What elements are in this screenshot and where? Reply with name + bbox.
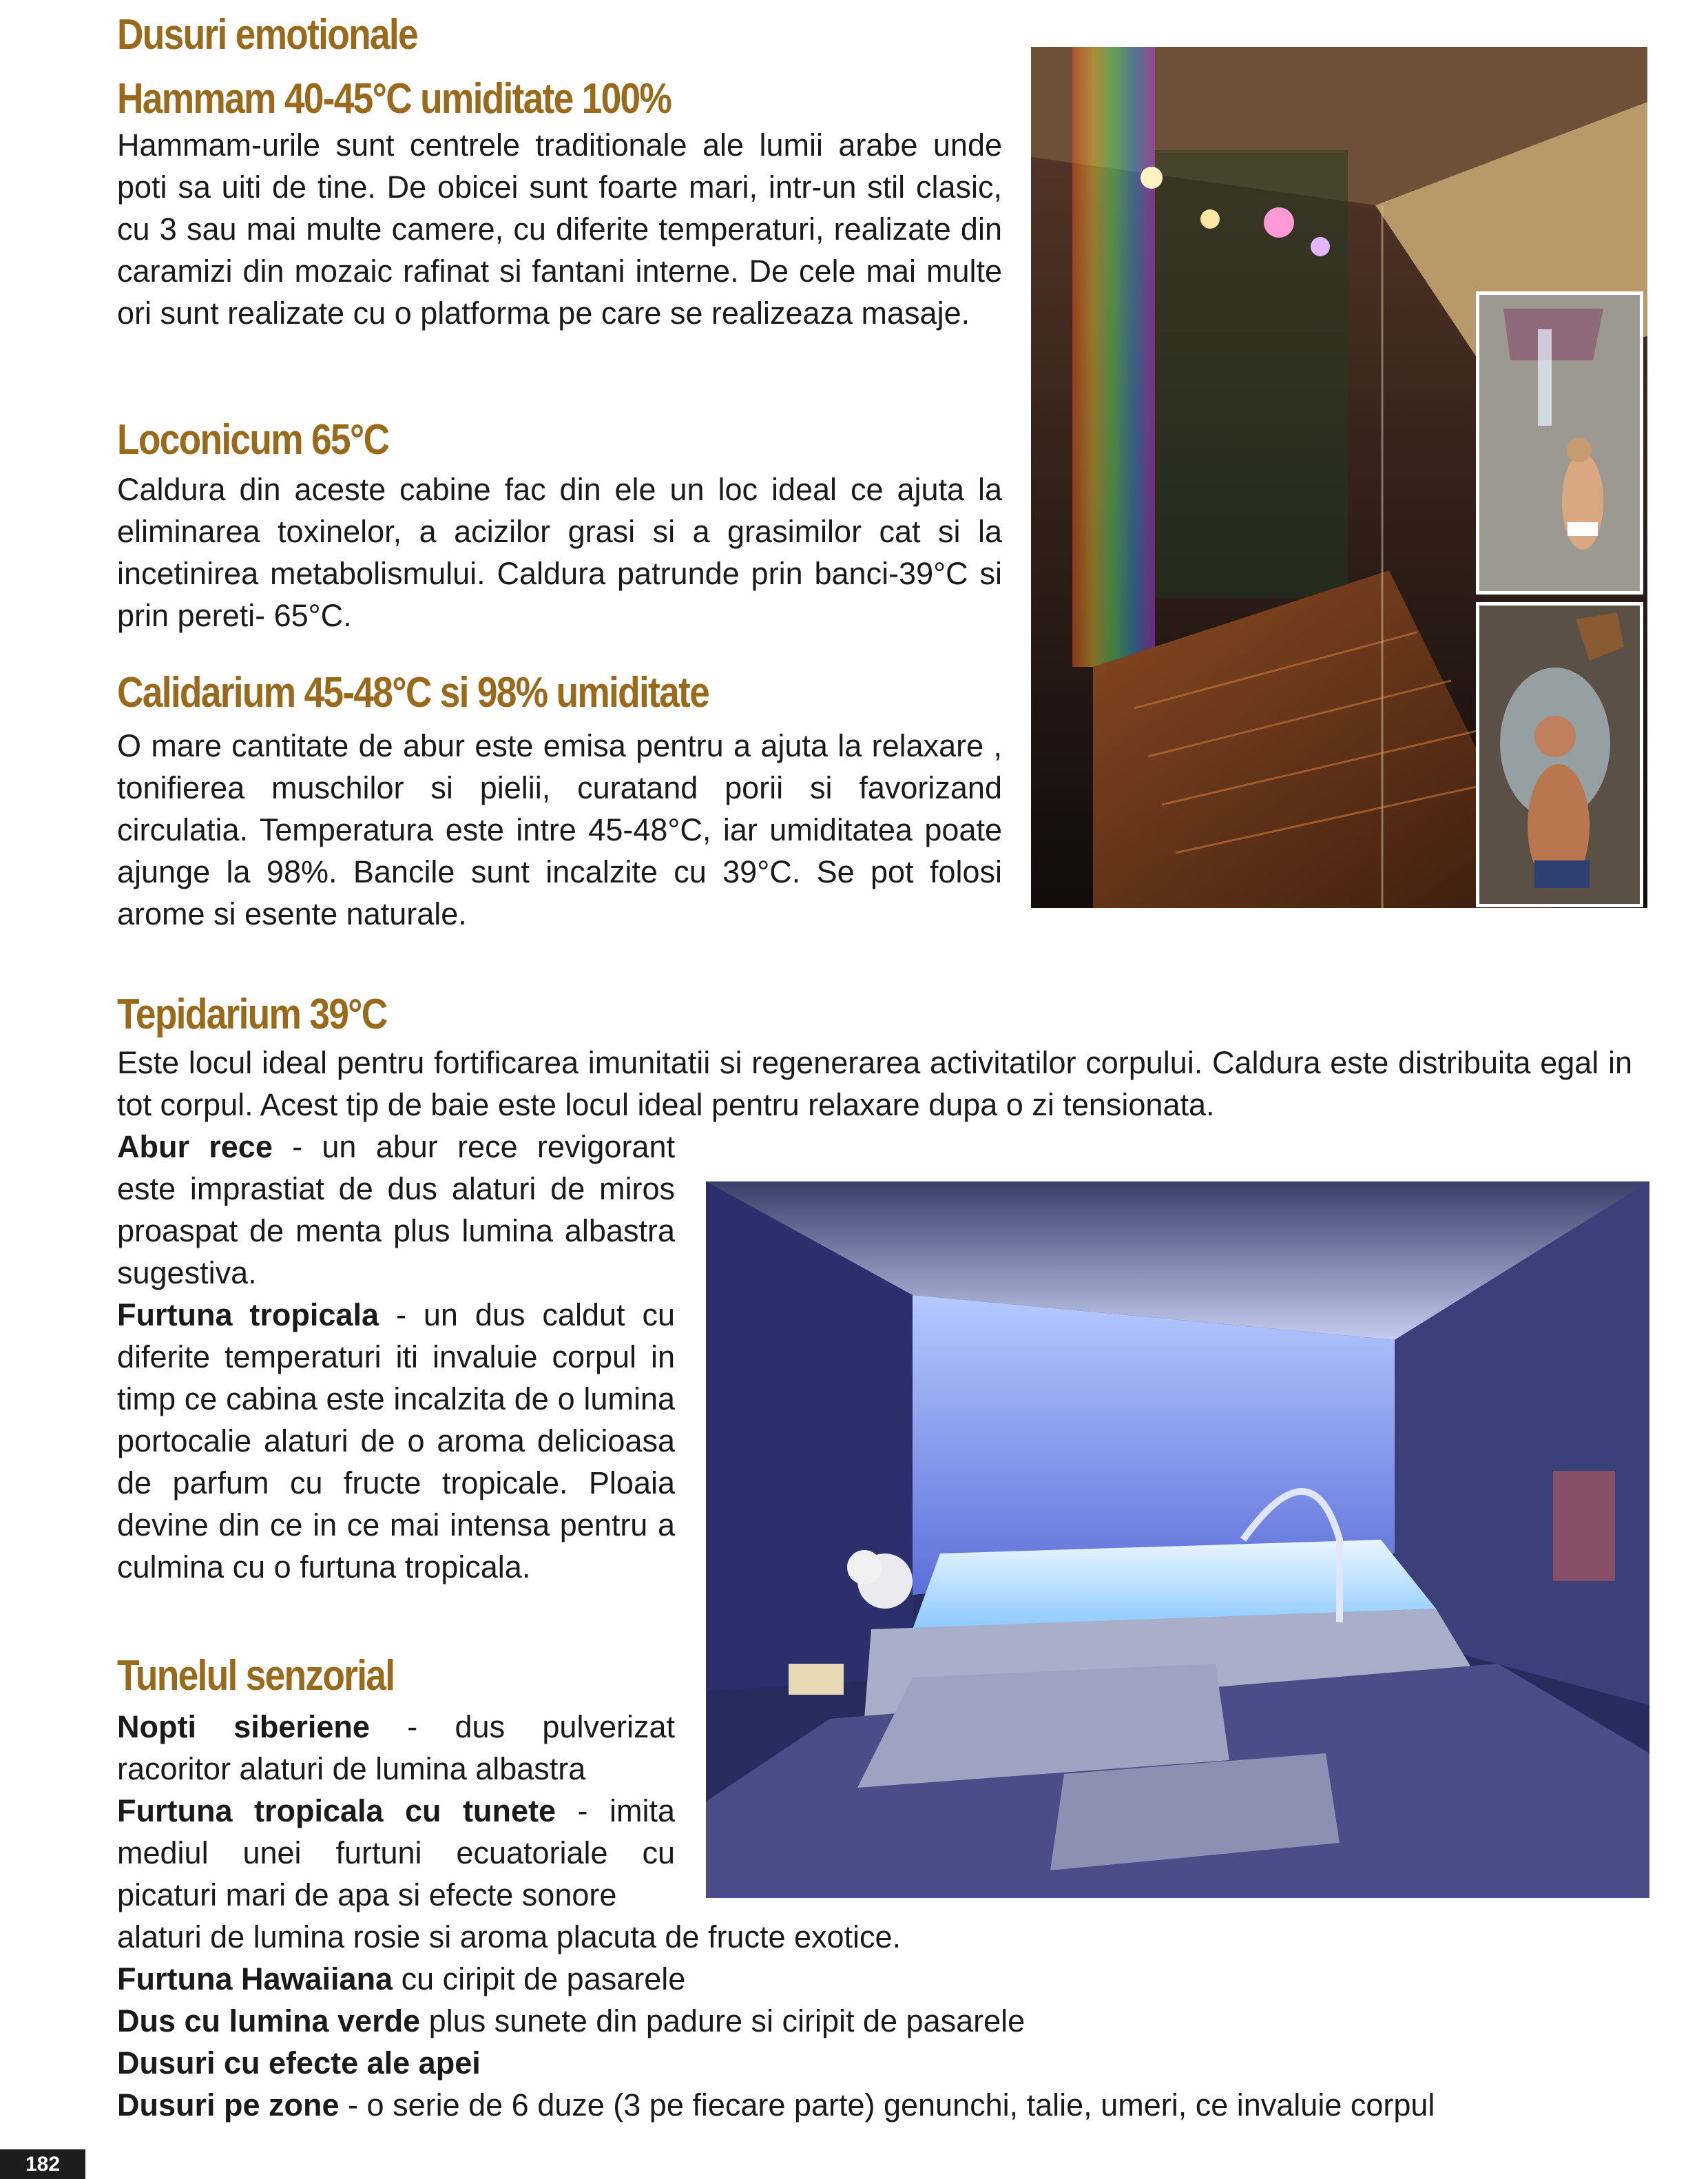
abur-rece-text: [117, 1126, 675, 1294]
furtuna-tropicala-text: [117, 1294, 675, 1588]
calidarium-text: O mare cantitate de abur este emisa pentru a ajuta la relaxare , tonifierea muschilor si pielii, curatand porii si favorizand circulatia. Temperatura este intre 45-48°C, iar umiditatea poate ajunge la 98%. Bancile sunt incalzite cu 39°C. Se pot folosi arome si esente naturale.: [117, 728, 1002, 931]
section-title-tunelul-senzorial: Tunelul senzorial: [117, 1652, 395, 1700]
page-number: 182: [0, 2149, 85, 2179]
dusuri-pe-zone-line: [117, 2084, 1435, 2126]
dus-lumina-verde-term: Dus cu lumina verde: [117, 2003, 421, 2038]
furtuna-hawaiiana-desc: cu ciripit de pasarele: [393, 1961, 686, 1996]
furtuna-tunete-desc: - imita mediul unei furtuni ecuatoriale cu picaturi mari de apa si efecte sonore: [117, 1793, 676, 1912]
furtuna-tunete-term: Furtuna tropicala cu tunete: [117, 1793, 556, 1828]
section-title-tepidarium: Tepidarium 39°C: [117, 991, 387, 1038]
dus-lumina-verde-line: [117, 2000, 1025, 2042]
abur-rece-desc: - un abur rece revigorant este imprastiat de dus alaturi de miros proaspat de menta plus lumina albastra sugestiva.: [117, 1129, 675, 1290]
tepidarium-text: Este locul ideal pentru fortificarea imunitatii si regenerarea activitatilor corpului. Caldura este distribuita egal in tot corpul. Acest tip de baie este locul ideal pentru relaxare dupa o zi tensionata.: [117, 1045, 1632, 1122]
furtuna-tropicala-desc: - un dus caldut cu diferite temperaturi iti invaluie corpul in timp ce cabina este incalzita de o lumina portocalie alaturi de o aroma delicioasa de parfum cu fructe tropicale. Ploaia devine din ce in ce mai intensa pentru a culmina cu o furtuna tropicala.: [117, 1297, 675, 1584]
nopti-siberiene-term: Nopti siberiene: [117, 1709, 370, 1744]
waterfall-shower-illustration: [1479, 606, 1640, 904]
dus-lumina-verde-desc: plus sunete din padure si ciripit de pasarele: [420, 2003, 1025, 2038]
hammam-text: Hammam-urile sunt centrele traditionale ale lumii arabe unde poti sa uiti de tine. De obicei sunt foarte mari, intr-un stil clasic, cu 3 sau mai multe camere, cu diferite temperaturi, realizate din caramizi din mozaic rafinat si fantani interne. De cele mai multe ori sunt realizate cu o platforma pe care se realizeaza masaje.: [117, 127, 1002, 331]
furtuna-tropicala-term: Furtuna tropicala: [117, 1297, 379, 1332]
dusuri-efecte-apa-term: Dusuri cu efecte ale apei: [117, 2045, 481, 2080]
indoor-pool-illustration: [706, 1181, 1649, 1898]
section-title-calidarium: Calidarium 45-48°C si 98% umiditate: [117, 669, 709, 716]
section-title-hammam: Hammam 40-45°C umiditate 100%: [117, 75, 671, 123]
dusuri-pe-zone-term: Dusuri pe zone: [117, 2087, 340, 2123]
furtuna-hawaiiana-line: [117, 1958, 685, 2000]
dusuri-pe-zone-desc: - o serie de 6 duze (3 pe fiecare parte) genunchi, talie, umeri, ce invaluie corpul: [339, 2087, 1435, 2123]
furtuna-hawaiiana-term: Furtuna Hawaiiana: [117, 1961, 393, 1996]
section-title-loconicum: Loconicum 65°C: [117, 416, 389, 464]
ceiling-shower-illustration: [1479, 295, 1640, 591]
furtuna-tunete-continuation: alaturi de lumina rosie si aroma placuta de fructe exotice.: [117, 1919, 902, 1954]
furtuna-tunete-text: [117, 1790, 675, 1916]
abur-rece-term: Abur rece: [117, 1129, 273, 1164]
nopti-siberiene-desc: - dus pulverizat racoritor alaturi de lumina albastra: [117, 1709, 675, 1786]
nopti-siberiene-text: [117, 1706, 675, 1790]
waterfall-shower-photo: [1476, 602, 1643, 907]
dusuri-efecte-apa-line: [117, 2042, 481, 2084]
section-title-dusuri-emotionale: Dusuri emotionale: [117, 11, 417, 59]
ceiling-shower-photo: [1476, 291, 1643, 595]
loconicum-text: Caldura din aceste cabine fac din ele un loc ideal ce ajuta la eliminarea toxinelor, a acizilor grasi si a grasimilor cat si la incetinirea metabolismului. Caldura patrunde prin banci-39°C si prin pereti- 65°C.: [117, 472, 1002, 633]
indoor-pool-photo: [706, 1181, 1649, 1898]
